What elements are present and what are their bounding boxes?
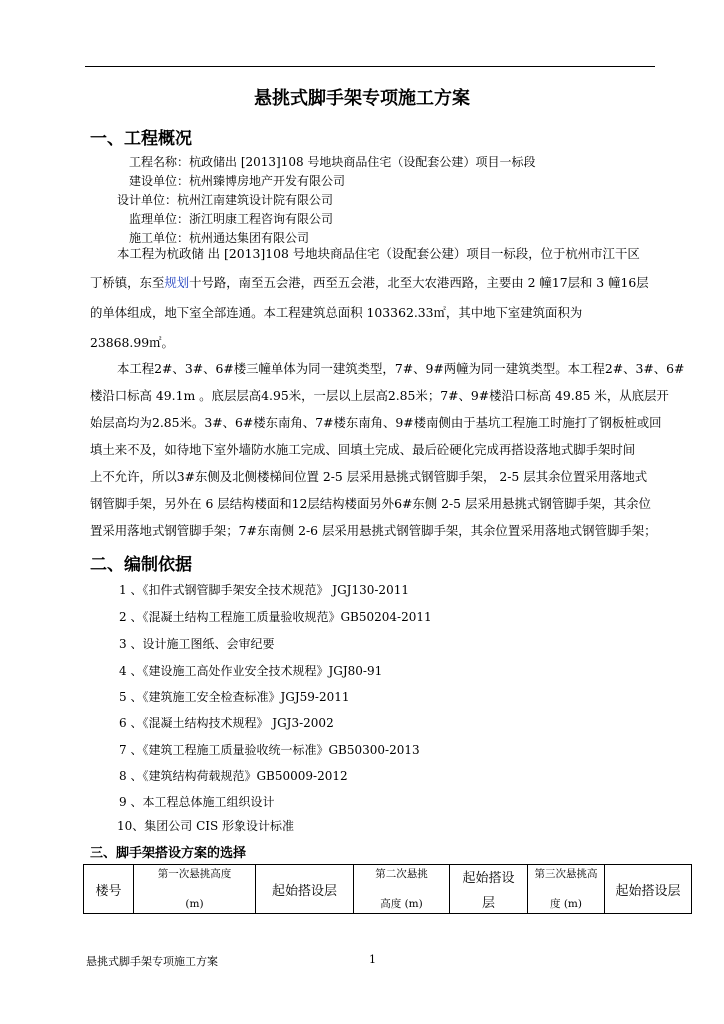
structure-line-7: 置采用落地式钢管脚手架；7#东南侧 2-6 层采用悬挑式钢管脚手架，其余位置采用落地式钢管脚手架；: [90, 523, 657, 538]
info-designer: 设计单位：杭州江南建筑设计院有限公司: [117, 193, 334, 207]
info-client: 建设单位：杭州臻博房地产开发有限公司: [129, 174, 346, 188]
section-3-heading: 三、脚手架搭设方案的选择: [90, 846, 247, 861]
col-start-floor-1: 起始搭设层: [256, 865, 354, 914]
col-start-floor-3: 起始搭设层: [605, 865, 692, 914]
footer-title: 悬挑式脚手架专项施工方案: [86, 955, 218, 968]
overview-line-1: 本工程为杭政储 出 [2013]108 号地块商品住宅（设配套公建）项目一标段，位于杭州市江干区: [117, 246, 640, 261]
structure-line-3: 始层高均为2.85米。3#、6#楼东南角、7#楼东南角、9#楼南侧由于基坑工程施工时施打了钢板桩或回: [90, 415, 662, 430]
overview-line-3: 的单体组成，地下室全部连通。本工程建筑总面积 103362.33㎡，其中地下室建筑面积为: [90, 305, 583, 320]
reference-item: 4 、《建设施工高处作业安全技术规程》JGJ80-91: [119, 664, 383, 678]
info-supervisor: 监理单位：浙江明康工程咨询有限公司: [129, 212, 334, 226]
reference-item: 7 、《建筑工程施工质量验收统一标准》GB50300-2013: [119, 743, 420, 757]
col-building: 楼号: [84, 865, 134, 914]
col-second-height: 第二次悬挑 高度 (m): [354, 865, 450, 914]
col-start-floor-2: 起始搭设 层: [450, 865, 528, 914]
overview-line-2: 丁桥镇，东至规划十号路，南至五会港，西至五会港，北至大农港西路，主要由 2 幢17层和 3 幢16层: [90, 275, 649, 290]
section-1-heading: 一、工程概况: [90, 129, 192, 149]
info-contractor: 施工单位：杭州通达集团有限公司: [129, 231, 310, 245]
table-header-row: [84, 865, 692, 914]
reference-item: 5 、《建筑施工安全检查标准》JGJ59-2011: [119, 690, 350, 704]
planning-link[interactable]: 规划: [164, 275, 190, 290]
structure-line-6: 钢管脚手架，另外在 6 层结构楼面和12层结构楼面另外6#东侧 2-5 层采用悬挑式钢管脚手架，其余位: [90, 496, 651, 511]
reference-item: 10、集团公司 CIS 形象设计标准: [117, 819, 295, 833]
reference-item: 3 、设计施工图纸、会审纪要: [119, 637, 275, 651]
overview-line-4: 23868.99㎡。: [90, 335, 174, 350]
section-2-heading: 二、编制依据: [90, 555, 192, 575]
structure-line-2: 楼沿口标高 49.1m 。底层层高4.95米，一层以上层高2.85米；7#、9#楼沿口标高 49.85 米，从底层开: [90, 388, 669, 403]
page-number: 1: [369, 953, 376, 966]
reference-item: 9 、本工程总体施工组织设计: [119, 795, 275, 809]
col-third-height: 第三次悬挑高 度 (m): [528, 865, 605, 914]
col-first-height: 第一次悬挑高度 (m): [134, 865, 256, 914]
reference-item: 6 、《混凝土结构技术规程》 JGJ3-2002: [119, 716, 334, 730]
reference-item: 1 、《扣件式钢管脚手架安全技术规范》 JGJ130-2011: [119, 583, 409, 597]
document-title: 悬挑式脚手架专项施工方案: [254, 88, 470, 109]
reference-item: 8 、《建筑结构荷载规范》GB50009-2012: [119, 769, 348, 783]
reference-item: 2 、《混凝土结构工程施工质量验收规范》GB50204-2011: [119, 610, 432, 624]
structure-line-1: 本工程2#、3#、6#楼三幢单体为同一建筑类型，7#、9#两幢为同一建筑类型。本工程2#、3#、6#: [117, 361, 685, 376]
structure-line-4: 填土来不及，如待地下室外墙防水施工完成、回填土完成、最后砼硬化完成再搭设落地式脚手架时间: [90, 442, 636, 457]
header-rule: [85, 66, 655, 67]
structure-line-5: 上不允许，所以3#东侧及北侧楼梯间位置 2-5 层采用悬挑式钢管脚手架， 2-5 层其余位置采用落地式: [90, 469, 648, 484]
info-project-name: 工程名称：杭政储出 [2013]108 号地块商品住宅（设配套公建）项目一标段: [129, 155, 536, 169]
scaffold-selection-table: [83, 864, 692, 914]
